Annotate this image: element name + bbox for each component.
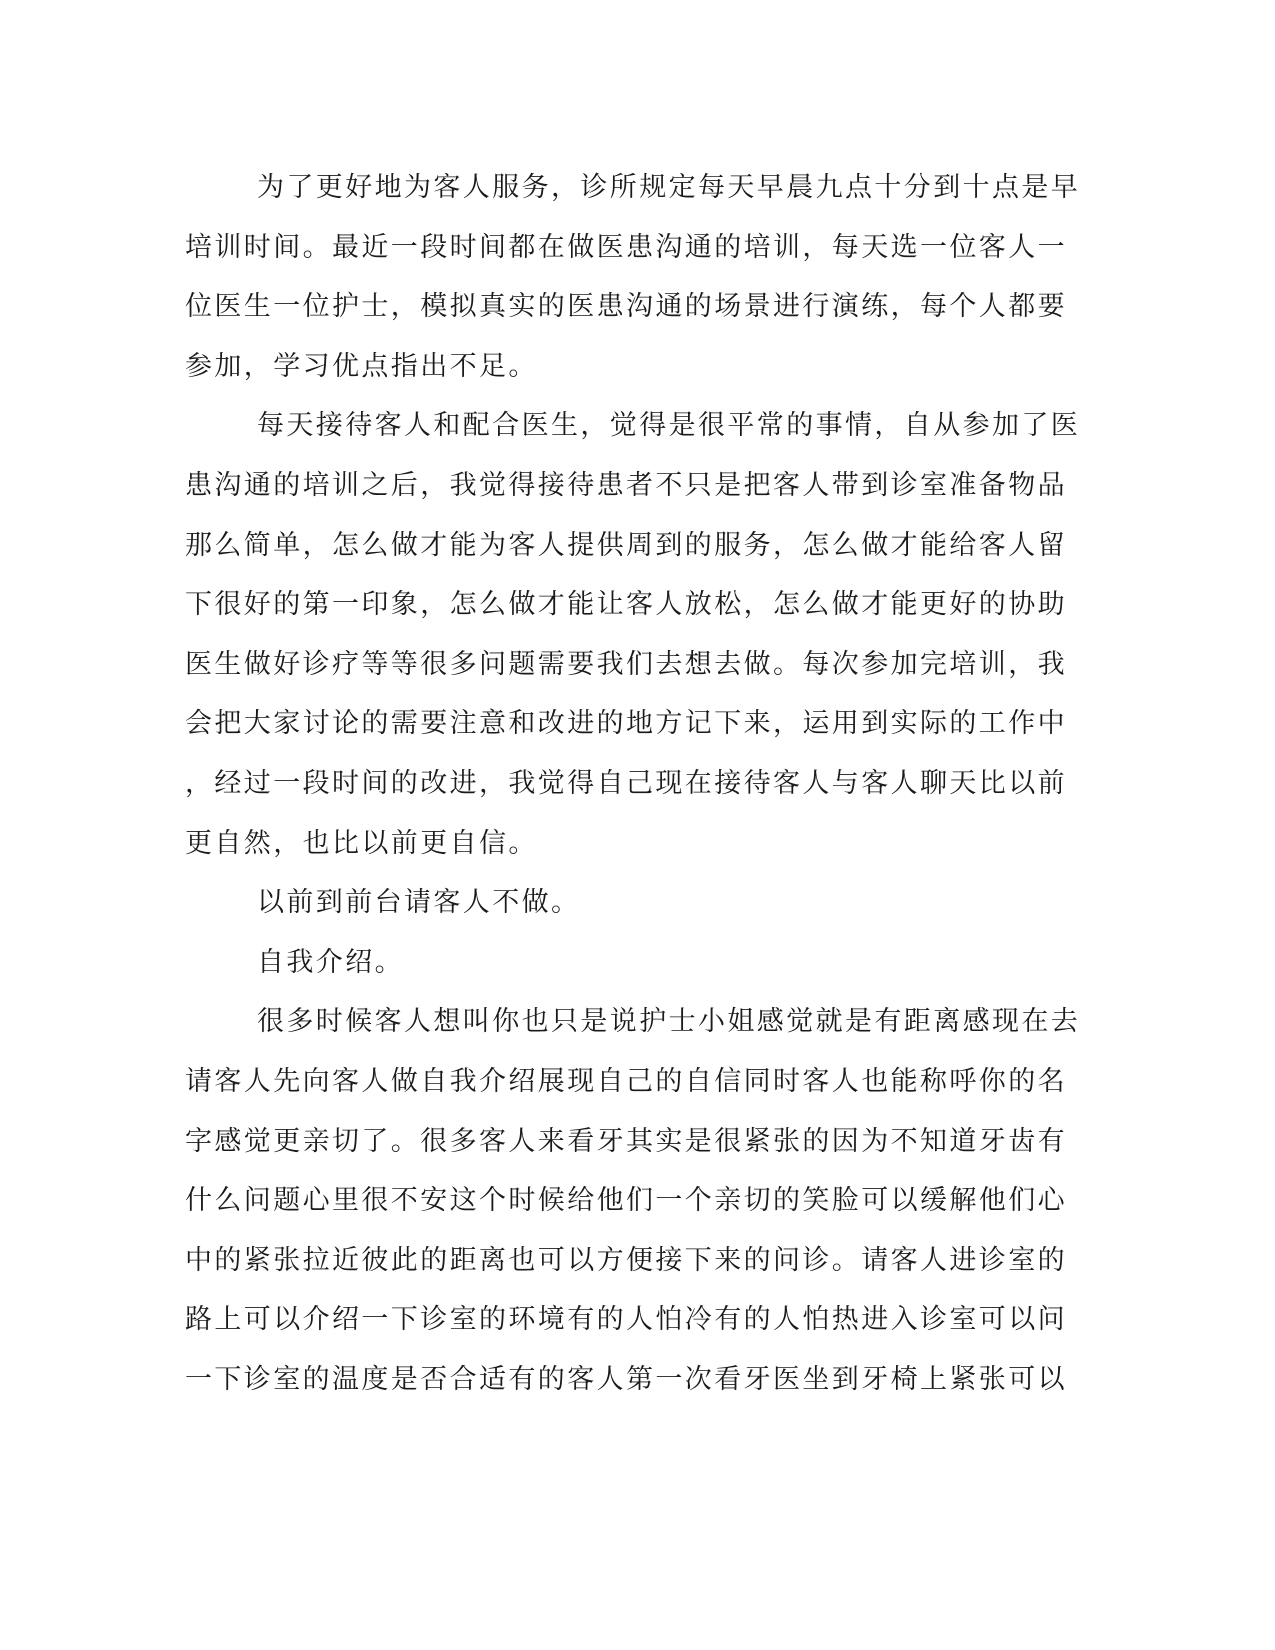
- text-line: 更自然，也比以前更自信。: [185, 827, 538, 859]
- text-line: 以前到前台请客人不做。: [257, 887, 581, 919]
- text-line: 培训时间。最近一段时间都在做医患沟通的培训，每天选一位客人一: [185, 231, 1067, 263]
- text-line: 自我介绍。: [257, 946, 404, 978]
- text-line: 中的紧张拉近彼此的距离也可以方便接下来的问诊。请客人进诊室的: [185, 1244, 1067, 1276]
- text-line: 字感觉更亲切了。很多客人来看牙其实是很紧张的因为不知道牙齿有: [185, 1125, 1067, 1157]
- text-line: 下很好的第一印象，怎么做才能让客人放松，怎么做才能更好的协助: [185, 589, 1067, 621]
- text-line: 患沟通的培训之后，我觉得接待患者不只是把客人带到诊室准备物品: [185, 469, 1067, 501]
- text-line: 医生做好诊疗等等很多问题需要我们去想去做。每次参加完培训，我: [185, 648, 1067, 680]
- text-line: 路上可以介绍一下诊室的环境有的人怕冷有的人怕热进入诊室可以问: [185, 1304, 1067, 1336]
- text-line: ，经过一段时间的改进，我觉得自己现在接待客人与客人聊天比以前: [185, 767, 1067, 799]
- text-line: 会把大家讨论的需要注意和改进的地方记下来，运用到实际的工作中: [185, 708, 1067, 740]
- text-line: 位医生一位护士，模拟真实的医患沟通的场景进行演练，每个人都要: [185, 291, 1067, 323]
- text-line: 一下诊室的温度是否合适有的客人第一次看牙医坐到牙椅上紧张可以: [185, 1363, 1067, 1395]
- document-body: [185, 158, 1081, 1409]
- text-line: 为了更好地为客人服务，诊所规定每天早晨九点十分到十点是早: [257, 172, 1081, 203]
- text-line: 请客人先向客人做自我介绍展现自己的自信同时客人也能称呼你的名: [185, 1065, 1067, 1097]
- text-line: 参加，学习优点指出不足。: [185, 350, 538, 382]
- text-line: 每天接待客人和配合医生，觉得是很平常的事情，自从参加了医: [257, 410, 1081, 442]
- text-line: 什么问题心里很不安这个时候给他们一个亲切的笑脸可以缓解他们心: [185, 1185, 1067, 1217]
- text-line: 那么简单，怎么做才能为客人提供周到的服务，怎么做才能给客人留: [185, 529, 1067, 561]
- text-line: 很多时候客人想叫你也只是说护士小姐感觉就是有距离感现在去: [257, 1006, 1081, 1038]
